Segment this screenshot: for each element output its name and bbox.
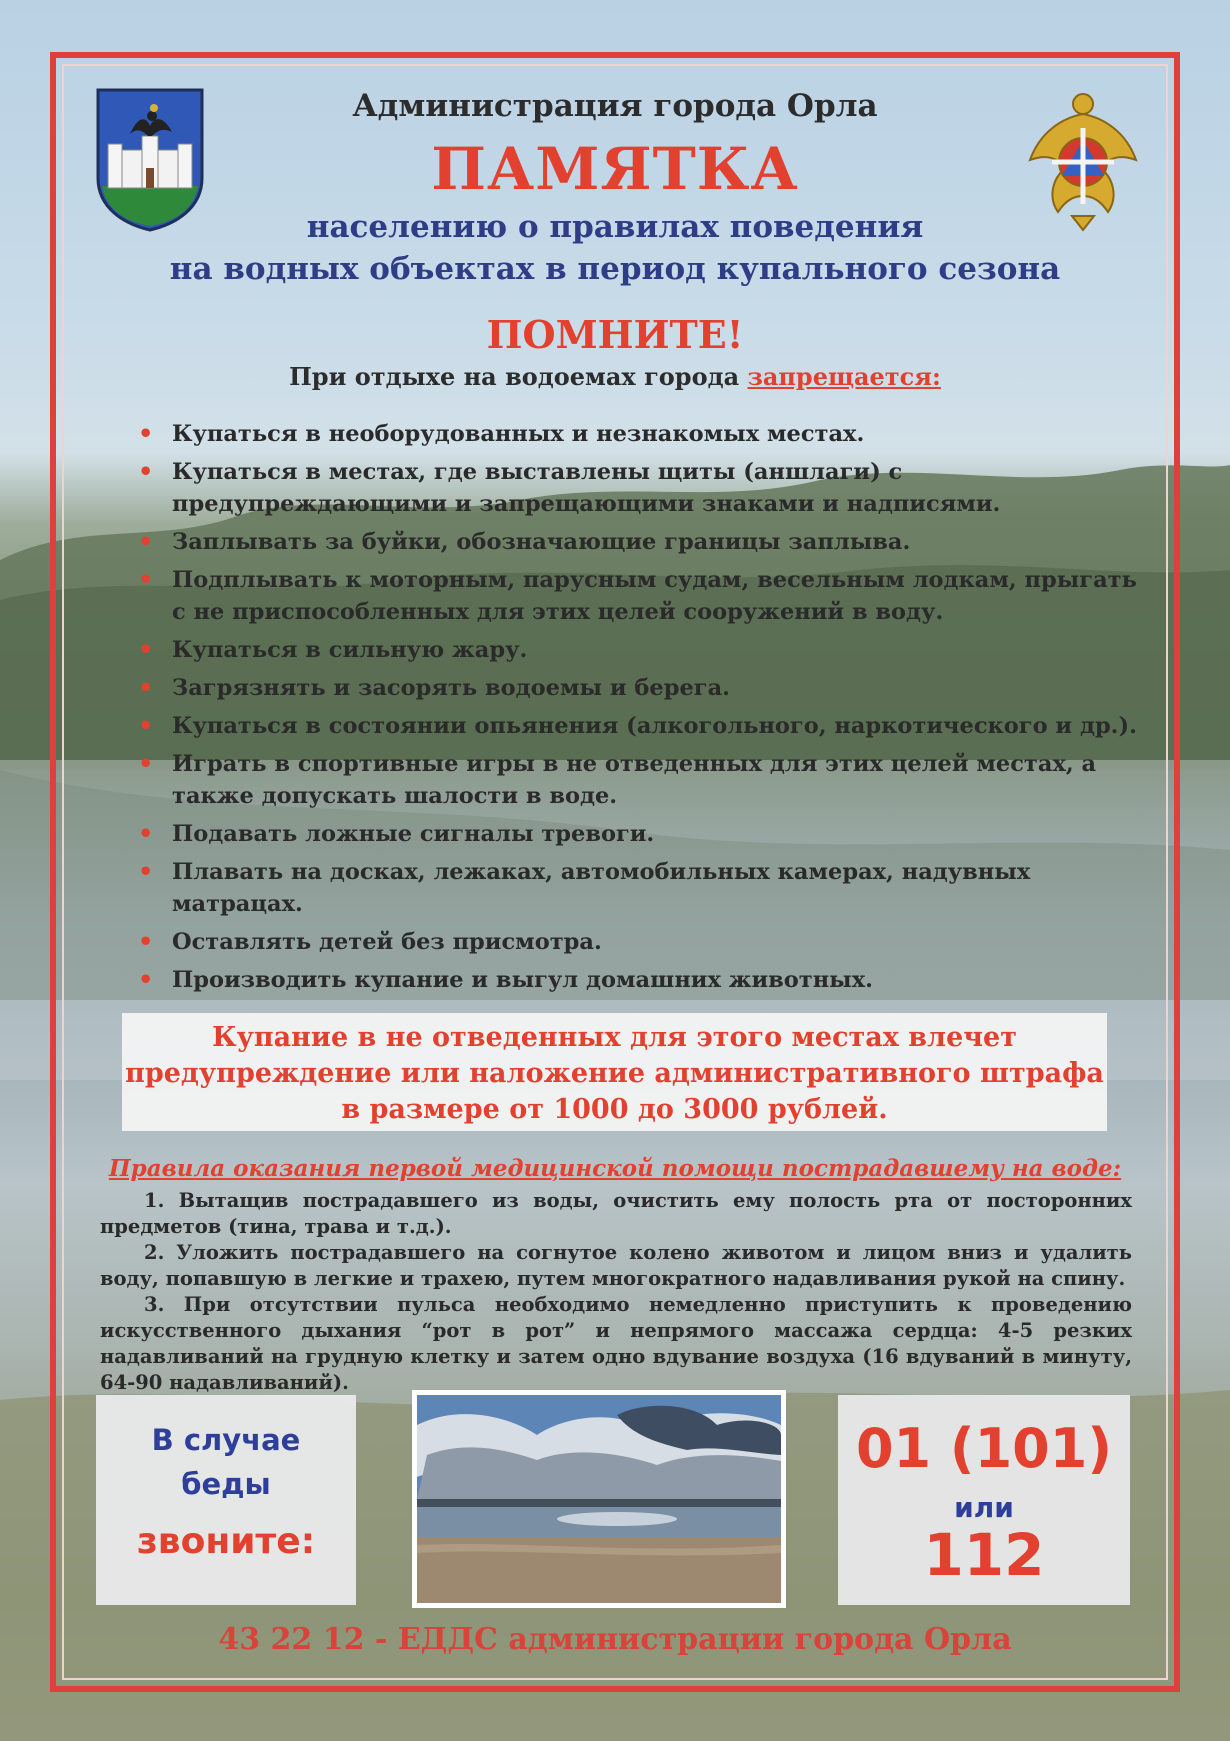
list-item bbox=[138, 526, 1138, 558]
call-line-3: звоните: bbox=[136, 1521, 316, 1562]
emergency-number-or: или bbox=[954, 1491, 1014, 1524]
bullet-icon: • bbox=[138, 857, 154, 886]
rule-text: Загрязнять и засорять водоемы и берега. bbox=[172, 675, 730, 701]
call-line-2: беды bbox=[181, 1467, 271, 1501]
bullet-icon: • bbox=[138, 819, 154, 848]
bullet-icon: • bbox=[138, 457, 154, 486]
rule-text: Купаться в сильную жару. bbox=[172, 637, 528, 663]
first-aid-step: 1. Вытащив пострадавшего из воды, очистить ему полость рта от посторонних предметов (тина, трава и т.д.). bbox=[100, 1189, 1132, 1238]
fine-line-1: Купание в не отведенных для этого местах влечет bbox=[212, 1022, 1017, 1053]
list-item bbox=[138, 418, 1138, 450]
bullet-icon: • bbox=[138, 749, 154, 778]
subtitle-line-2: на водных объектах в период купального сезона bbox=[169, 251, 1061, 287]
eds-phone-footer: 43 22 12 - ЕДДС администрации города Орла bbox=[218, 1622, 1012, 1657]
bullet-icon: • bbox=[138, 419, 154, 448]
list-item bbox=[138, 672, 1138, 704]
list-item bbox=[138, 818, 1138, 850]
list-item bbox=[138, 964, 1138, 996]
list-item bbox=[138, 748, 1138, 812]
fine-line-2: предупреждение или наложение административного штрафа bbox=[125, 1058, 1104, 1089]
bullet-icon: • bbox=[138, 711, 154, 740]
first-aid-title: Правила оказания первой медицинской помощи пострадавшему на воде: bbox=[108, 1155, 1122, 1182]
first-aid-step: 3. При отсутствии пульса необходимо немедленно приступить к проведению искусственного дыхания “рот в рот” и непрямого массажа сердца: 4-5 резких надавливаний на грудную клетку и затем одно вдувание воздуха (16 вдуваний в минуту, 64-90 надавливаний). bbox=[100, 1293, 1132, 1394]
forbidden-word: запрещается: bbox=[747, 362, 941, 391]
forbidden-intro bbox=[0, 362, 1230, 391]
list-item bbox=[138, 926, 1138, 958]
rule-text: Купаться в состоянии опьянения (алкогольного, наркотического и др.). bbox=[172, 713, 1137, 739]
first-aid-steps bbox=[100, 1188, 1132, 1396]
emergency-number-alt: 112 bbox=[923, 1521, 1045, 1589]
bullet-icon: • bbox=[138, 927, 154, 956]
forbidden-intro-text: При отдыхе на водоемах города bbox=[289, 362, 740, 391]
emergency-call-box bbox=[96, 1395, 356, 1605]
first-aid-step: 2. Уложить пострадавшего на согнутое колено животом и лицом вниз и удалить воду, попавшую в легкие и трахею, путем многократного надавливания рукой на спину. bbox=[100, 1241, 1132, 1290]
emergency-numbers-box bbox=[838, 1395, 1130, 1605]
subtitle-line-1: населению о правилах поведения bbox=[306, 209, 924, 245]
rule-text: Подавать ложные сигналы тревоги. bbox=[172, 821, 655, 847]
fine-line-3: в размере от 1000 до 3000 рублей. bbox=[341, 1094, 888, 1125]
rule-text: Оставлять детей без присмотра. bbox=[172, 929, 602, 955]
bullet-icon: • bbox=[138, 527, 154, 556]
bullet-icon: • bbox=[138, 673, 154, 702]
beach-photo-image bbox=[417, 1395, 781, 1603]
bullet-icon: • bbox=[138, 965, 154, 994]
fine-notice-text bbox=[122, 1020, 1107, 1128]
rule-text: Купаться в необорудованных и незнакомых местах. bbox=[172, 421, 865, 447]
list-item bbox=[138, 710, 1138, 742]
emergency-number-main: 01 (101) bbox=[855, 1417, 1113, 1480]
call-line-1: В случае bbox=[151, 1423, 301, 1457]
list-item bbox=[138, 564, 1138, 628]
list-item bbox=[138, 634, 1138, 666]
rules-list bbox=[138, 418, 1138, 996]
page-title: ПАМЯТКА bbox=[431, 135, 799, 203]
rule-text: Производить купание и выгул домашних животных. bbox=[172, 967, 873, 993]
beach-photo bbox=[412, 1390, 786, 1608]
remember-heading: ПОМНИТЕ! bbox=[486, 312, 744, 357]
administration-heading: Администрация города Орла bbox=[352, 88, 878, 124]
rule-text: Играть в спортивные игры в не отведенных для этих целей местах, а также допускать шалости в воде. bbox=[172, 751, 1097, 809]
rule-text: Купаться в местах, где выставлены щиты (аншлаги) с предупреждающими и запрещающими знаками и надписями. bbox=[172, 459, 1001, 517]
bullet-icon: • bbox=[138, 635, 154, 664]
rule-text: Заплывать за буйки, обозначающие границы заплыва. bbox=[172, 529, 911, 555]
page-subtitle bbox=[0, 206, 1230, 290]
bullet-icon: • bbox=[138, 565, 154, 594]
rule-text: Плавать на досках, лежаках, автомобильных камерах, надувных матрацах. bbox=[172, 859, 1031, 917]
rule-text: Подплывать к моторным, парусным судам, весельным лодкам, прыгать с не приспособленных для этих целей сооружений в воду. bbox=[172, 567, 1137, 625]
list-item bbox=[138, 856, 1138, 920]
list-item bbox=[138, 456, 1138, 520]
